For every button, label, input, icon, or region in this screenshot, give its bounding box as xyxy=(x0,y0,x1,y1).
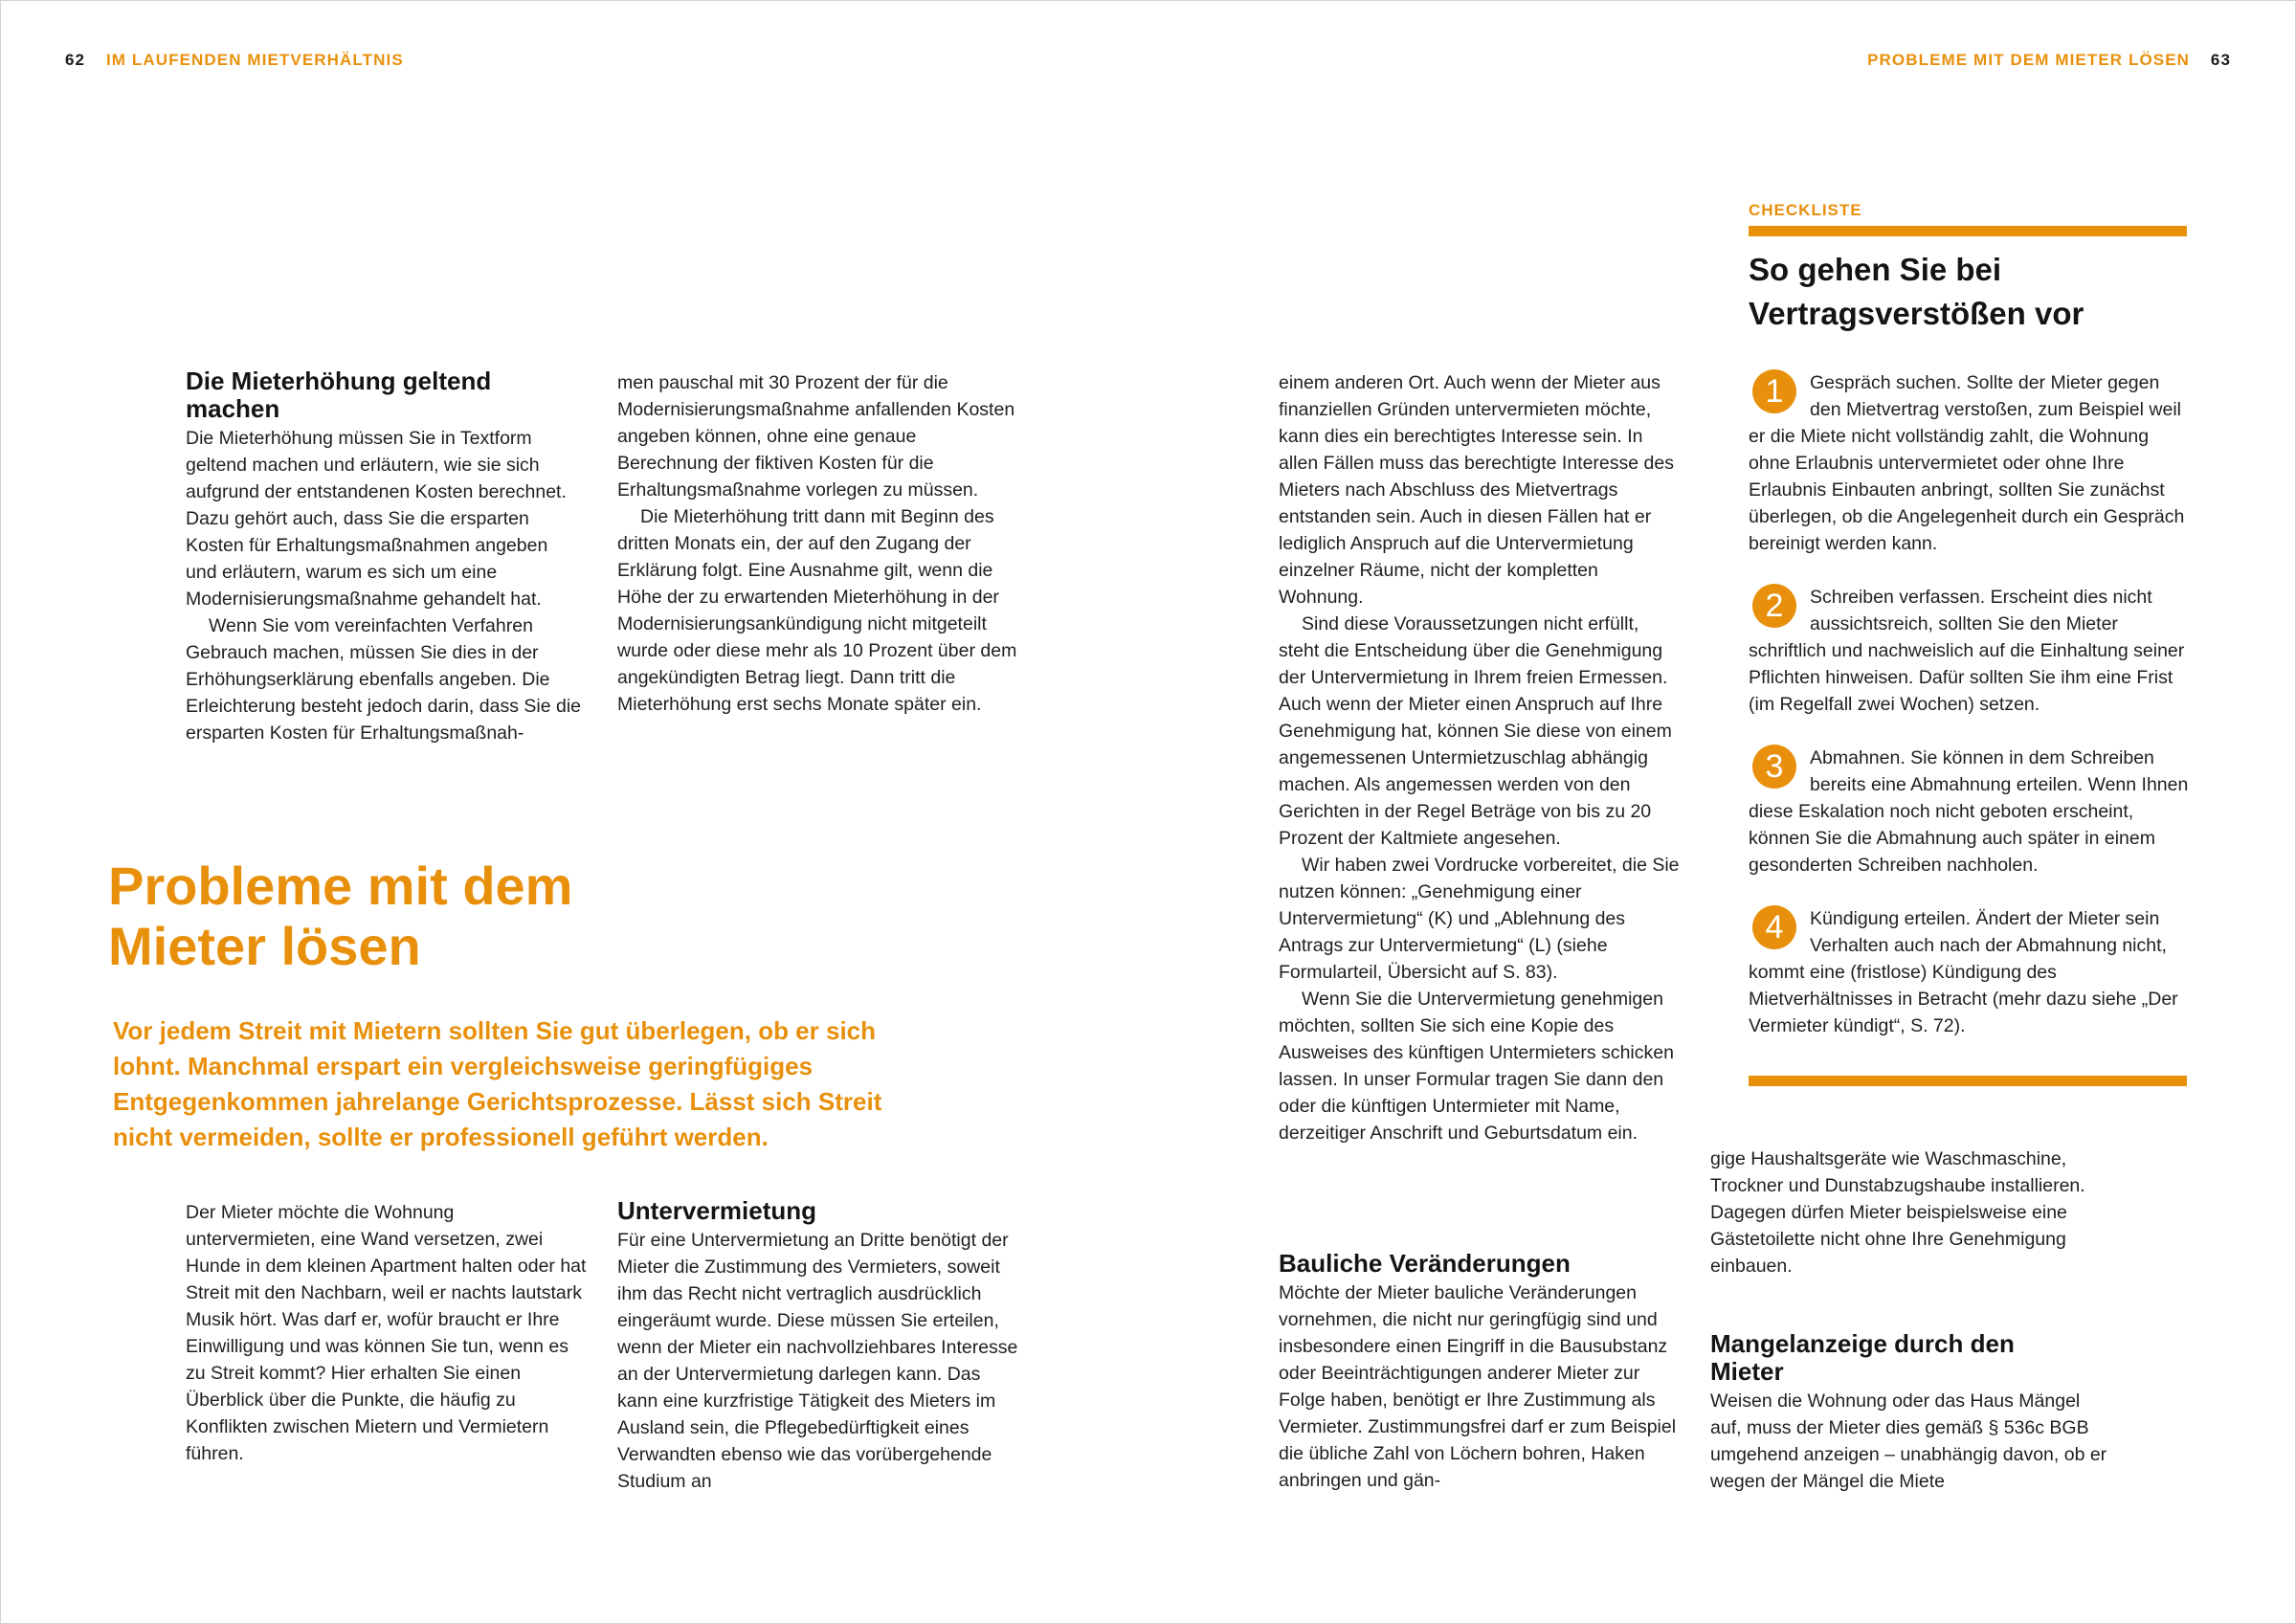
paragraph: Weisen die Wohnung oder das Haus Mängel auf, muss der Mieter dies gemäß § 536c BGB umgehend anzeigen – unabhängig davon, ob er wegen der Mängel die Miete xyxy=(1710,1390,2107,1492)
mieterhoehung-col1 xyxy=(186,367,584,746)
untervermietung-heading: Untervermietung xyxy=(617,1196,817,1225)
checklist-item xyxy=(1749,369,2191,557)
step-number-badge: 4 xyxy=(1752,905,1796,949)
checklist-item-text: Kündigung erteilen. Ändert der Mieter sein Verhalten auch nach der Abmahnung nicht, kommt eine (fristlose) Kündigung des Mietverhältnisses in Betracht (mehr dazu siehe „Der Vermieter kündigt“, S. 72). xyxy=(1749,908,2178,1036)
bauliche-col2 xyxy=(1710,1146,2112,1279)
checklist-label: CHECKLISTE xyxy=(1749,201,1862,219)
chapter-lead: Vor jedem Streit mit Mietern sollten Sie gut überlegen, ob er sich lohnt. Manchmal erspart ein vergleichsweise geringfügiges Entgegenkommen jahrelange Gerichtsprozesse. Lässt sich Streit nicht vermeiden, sollte er professionell geführt werden. xyxy=(113,1016,882,1151)
left-running-title: IM LAUFENDEN MIETVERHÄLTNIS xyxy=(105,51,404,69)
paragraph: Für eine Untervermietung an Dritte benötigt der Mieter die Zustimmung des Vermieters, soweit ihm das Recht nicht vertraglich ausdrücklich eingeräumt wurde. Diese müssen Sie erteilen, wenn der Mieter ein nachvollziehbares Interesse an der Untervermietung darlegen kann. Das kann eine kurzfristige Tätigkeit des Mieters im Ausland sein, die Pflegebedürftigkeit eines Verwandten ebenso wie das vorübergehende Studium an xyxy=(617,1230,1018,1492)
bauliche-col1 xyxy=(1279,1250,1681,1494)
checklist-title-line1: So gehen Sie bei xyxy=(1749,252,2002,287)
checklist-item xyxy=(1749,905,2191,1039)
paragraph: Wenn Sie vom vereinfachten Verfahren Gebrauch machen, müssen Sie dies in der Erhöhungserklärung ebenfalls angeben. Die Erleichterung besteht jedoch darin, dass Sie die ersparten Kosten für Erhaltungsmaßnah- xyxy=(186,615,582,744)
paragraph: Der Mieter möchte die Wohnung untervermieten, eine Wand versetzen, zwei Hunde in dem kleinen Apartment halten oder hat Streit mit den Nachbarn, weil er nachts lautstark Musik hört. Was darf er, wofür braucht er Ihre Einwilligung und was können Sie tun, wenn es zu Streit kommt? Hier erhalten Sie einen Überblick über die Punkte, die häufig zu Konflikten zwischen Mietern und Vermietern führen. xyxy=(186,1202,587,1464)
paragraph: Wenn Sie die Untervermietung genehmigen möchten, sollten Sie sich eine Kopie des Ausweises des künftigen Untermieters schicken lassen. In unser Formular tragen Sie dann den oder die künftigen Untermieter mit Name, derzeitiger Anschrift und Geburtsdatum ein. xyxy=(1279,989,1674,1144)
untervermietung-col1 xyxy=(617,1197,1019,1495)
step-number-badge: 2 xyxy=(1752,584,1796,628)
bauliche-heading: Bauliche Veränderungen xyxy=(1279,1249,1571,1278)
paragraph: Die Mieterhöhung tritt dann mit Beginn des dritten Monats ein, der auf den Zugang der Erklärung folgt. Eine Ausnahme gilt, wenn die Höhe der zu erwartenden Mieterhöhung in der Modernisierungsankündigung nicht mitgeteilt wurde oder diese mehr als 10 Prozent über dem angekündigten Betrag liegt. Dann tritt die Mieterhöhung erst sechs Monate später ein. xyxy=(617,506,1017,715)
step-number-badge: 3 xyxy=(1752,745,1796,789)
right-page-number: 63 xyxy=(2210,51,2231,69)
mangelanzeige xyxy=(1710,1330,2112,1495)
chapter-title-line1: Probleme mit dem xyxy=(108,856,573,916)
right-running-title: PROBLEME MIT DEM MIETER LÖSEN xyxy=(1867,51,2191,69)
right-running-header xyxy=(1867,51,2231,70)
chapter-intro xyxy=(186,1199,588,1467)
chapter-title-line2: Mieter lösen xyxy=(108,916,421,976)
chapter-title xyxy=(108,856,778,976)
checklist-item-text: Schreiben verfassen. Erscheint dies nicht aussichtsreich, sollten Sie den Mieter schriftlich und nachweislich auf die Einhaltung seiner Pflichten hinweisen. Dafür sollten Sie ihm eine Frist (im Regelfall zwei Wochen) setzen. xyxy=(1749,587,2185,715)
paragraph: Möchte der Mieter bauliche Veränderungen vornehmen, die nicht nur geringfügig sind und insbesondere einen Eingriff in die Bausubstanz oder Beeinträchtigungen anderer Mieter zur Folge haben, benötigt er Ihre Zustimmung als Vermieter. Zustimmungsfrei darf er zum Beispiel die übliche Zahl von Löchern bohren, Haken anbringen und gän- xyxy=(1279,1282,1677,1491)
mieterhoehung-col2 xyxy=(617,369,1017,718)
paragraph: gige Haushaltsgeräte wie Waschmaschine, Trockner und Dunstabzugshaube installieren. Dagegen dürfen Mieter beispielsweise eine Gästetoilette nicht ohne Ihre Genehmigung einbauen. xyxy=(1710,1148,2085,1277)
paragraph: einem anderen Ort. Auch wenn der Mieter aus finanziellen Gründen untervermieten möchte, kann dies ein berechtigtes Interesse sein. In allen Fällen muss das berechtigte Interesse des Mieters nach Abschluss des Mietvertrags entstanden sein. Auch in diesen Fällen hat er lediglich Anspruch auf die Untervermietung einzelner Räume, nicht der kompletten Wohnung. xyxy=(1279,372,1674,608)
paragraph: Sind diese Voraussetzungen nicht erfüllt, steht die Entscheidung über die Genehmigung der Untervermietung in Ihrem freien Ermessen. Auch wenn der Mieter einen Anspruch auf Ihre Genehmigung hat, können Sie diese von einem angemessenen Untermietzuschlag abhängig machen. Als angemessen werden von den Gerichten in der Regel Beträge von bis zu 20 Prozent der Kaltmiete angesehen. xyxy=(1279,613,1672,849)
step-number-badge: 1 xyxy=(1752,369,1796,413)
mangelanzeige-heading: Mangelanzeige durch den Mieter xyxy=(1710,1329,2015,1386)
checklist-item-text: Abmahnen. Sie können in dem Schreiben bereits eine Abmahnung erteilen. Wenn Ihnen diese Eskalation noch nicht geboten erscheint, können Sie die Abmahnung auch später in einem gesonderten Schreiben nachholen. xyxy=(1749,747,2189,876)
checklist-bottom-bar xyxy=(1749,1076,2187,1086)
checklist-title xyxy=(1749,248,2189,336)
mieterhoehung-heading: Die Mieterhöhung geltend machen xyxy=(186,367,492,423)
left-page-number: 62 xyxy=(65,51,86,69)
paragraph: Wir haben zwei Vordrucke vorbereitet, die Sie nutzen können: „Genehmigung einer Untervermietung“ (K) und „Ablehnung des Antrags zur Untervermietung“ (L) (siehe Formularteil, Übersicht auf S. 83). xyxy=(1279,855,1680,983)
checklist-item xyxy=(1749,584,2191,718)
paragraph: men pauschal mit 30 Prozent der für die Modernisierungsmaßnahme anfallenden Kosten angeben können, ohne eine genaue Berechnung der fiktiven Kosten für die Erhaltungsmaßnahme vorlegen zu müssen. xyxy=(617,372,1015,501)
checklist-title-line2: Vertragsverstößen vor xyxy=(1749,296,2084,331)
checklist-item-text: Gespräch suchen. Sollte der Mieter gegen den Mietvertrag verstoßen, zum Beispiel weil er die Miete nicht vollständig zahlt, die Wohnung ohne Erlaubnis untervermietet oder ohne Ihre Erlaubnis Einbauten anbringt, sollten Sie zunächst überlegen, ob die Angelegenheit durch ein Gespräch bereinigt werden kann. xyxy=(1749,372,2185,554)
checklist-top-bar xyxy=(1749,226,2187,236)
paragraph: Die Mieterhöhung müssen Sie in Textform geltend machen und erläutern, wie sie sich aufgrund der entstandenen Kosten berechnet. Dazu gehört auch, dass Sie die ersparten Kosten für Erhaltungsmaßnahmen angeben und erläutern, warum es sich um eine Modernisierungsmaßnahme gehandelt hat. xyxy=(186,428,567,610)
left-running-header xyxy=(65,51,404,70)
untervermietung-col2 xyxy=(1279,369,1681,1146)
checklist-item xyxy=(1749,745,2191,879)
